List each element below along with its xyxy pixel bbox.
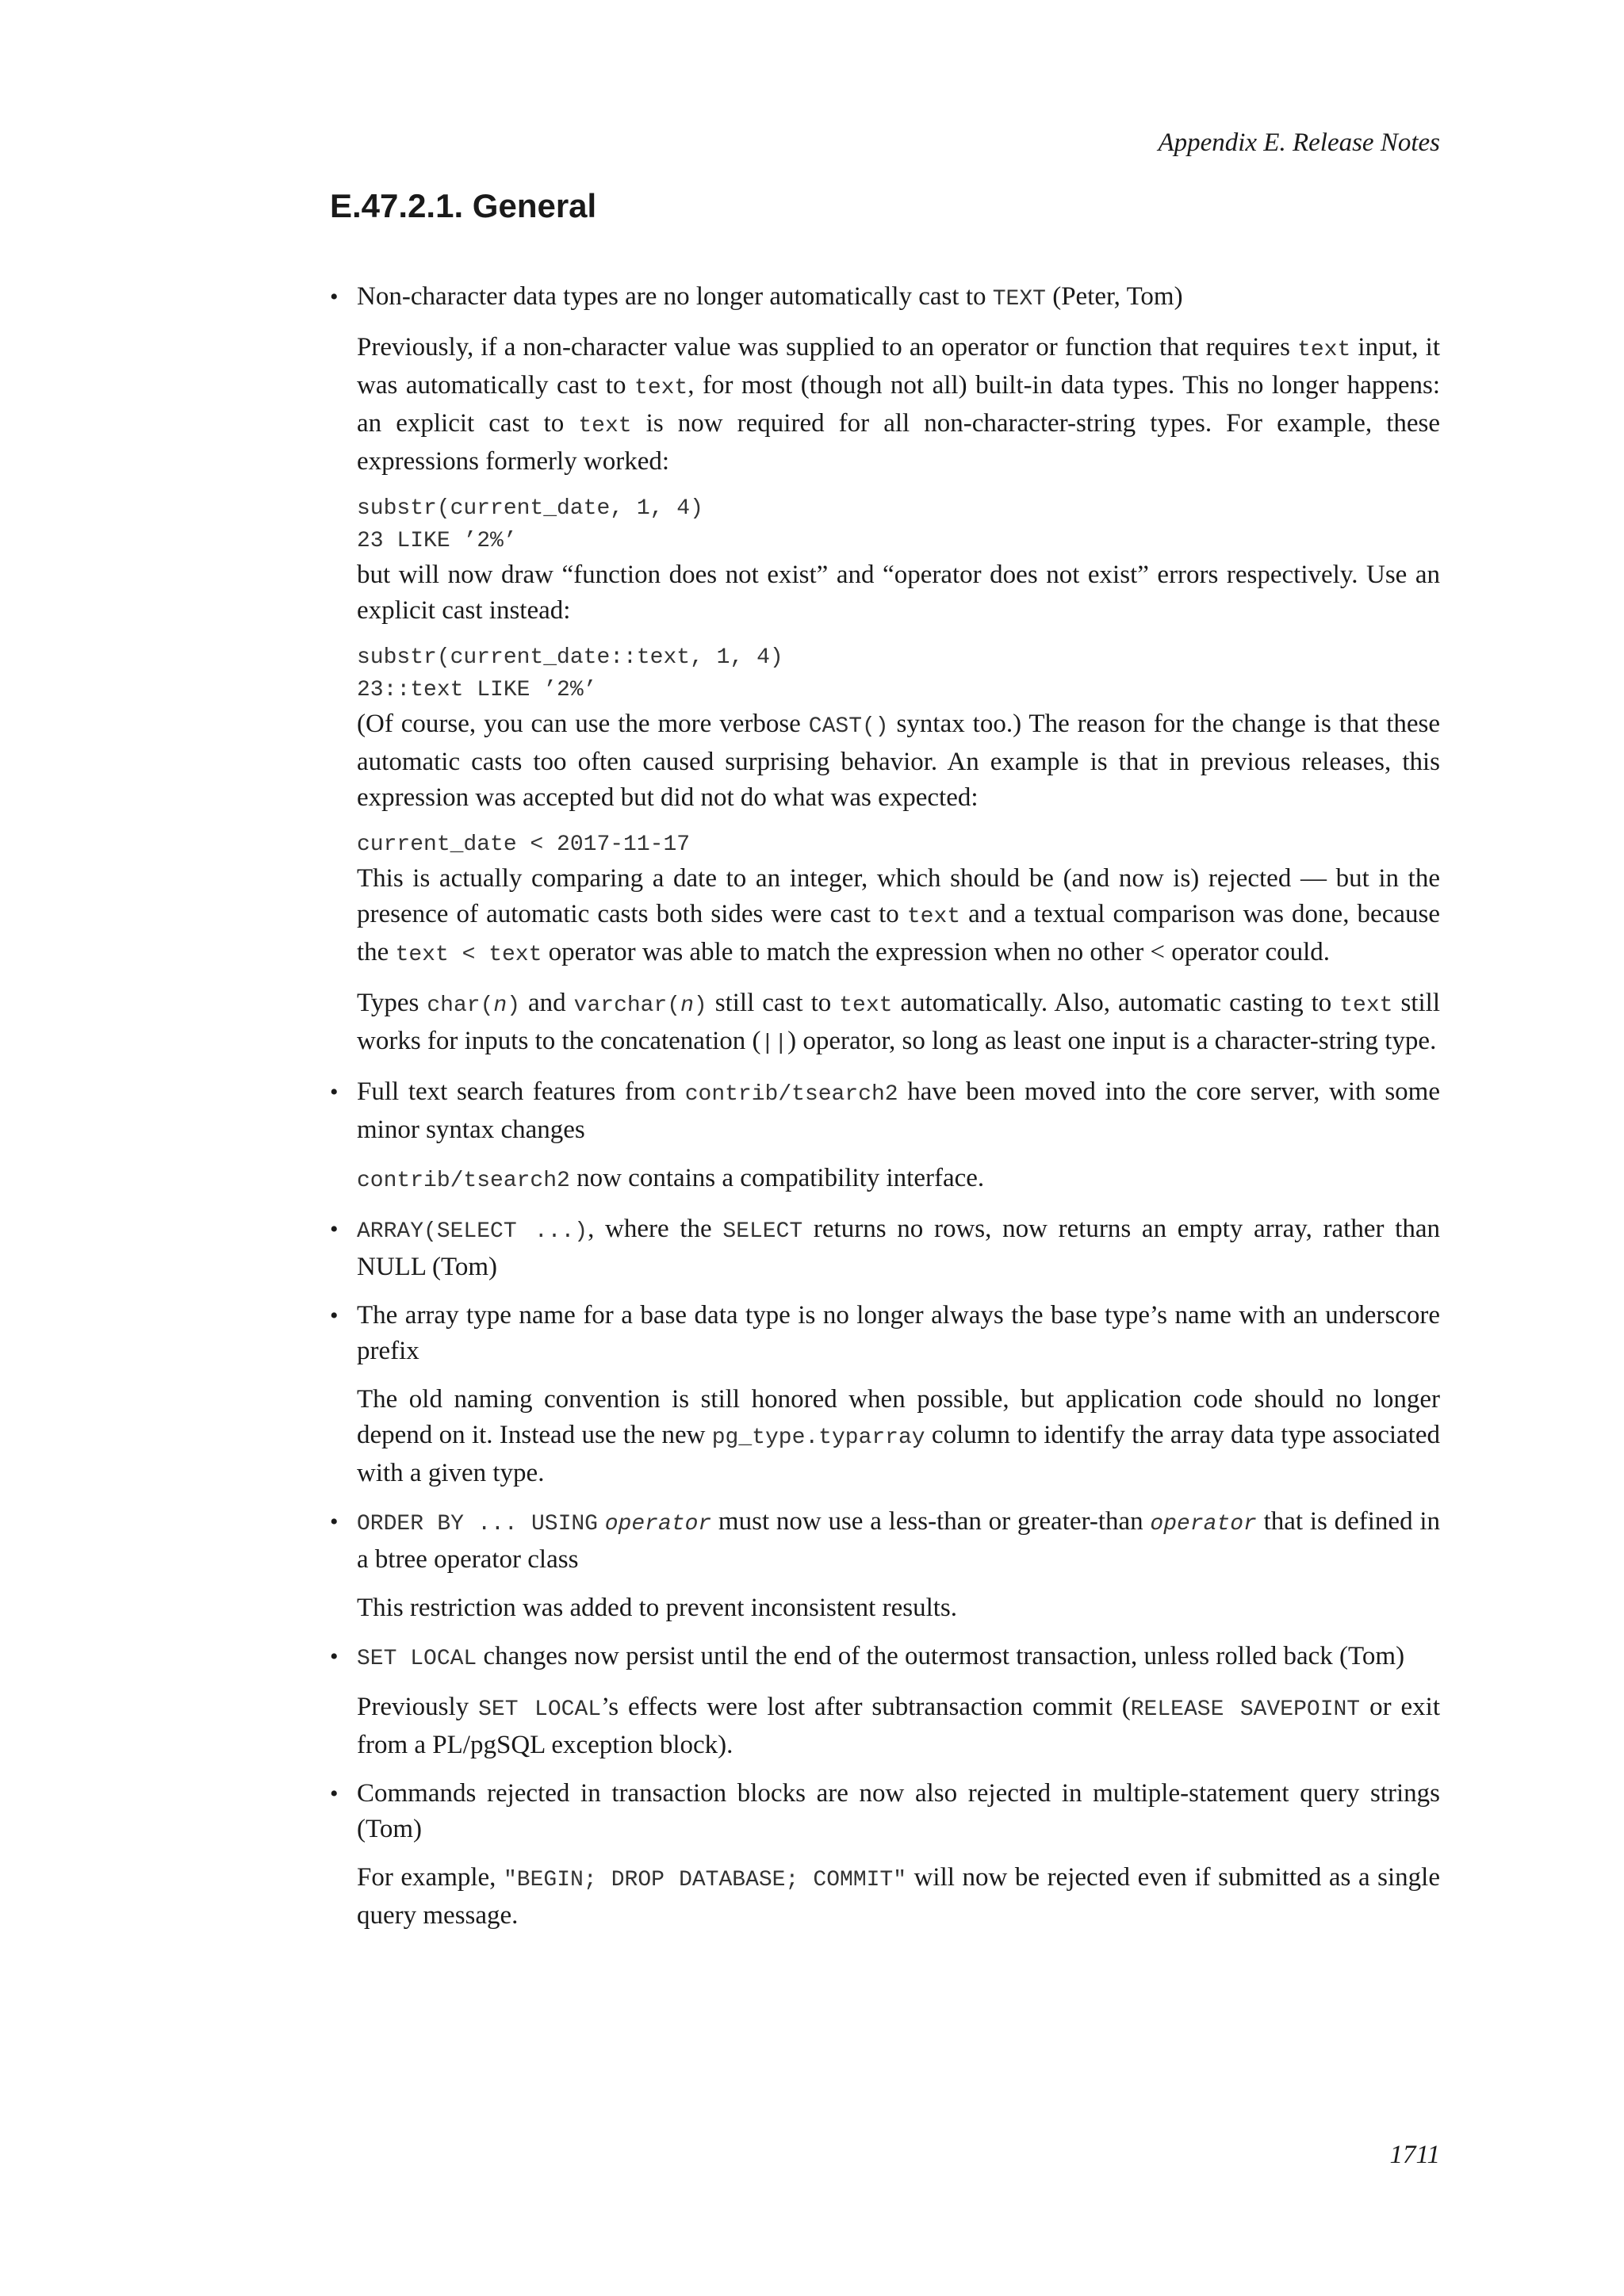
running-header: Appendix E. Release Notes (1158, 128, 1440, 157)
code-block: current_date < 2017-11-17 (357, 832, 691, 857)
bullet: • (330, 1303, 339, 1329)
paragraph: (Of course, you can use the more verbose CAST() syntax too.) The reason for the change is that these automatic casts too often caused surprising behavior. An example is that in previous releases, this expression was accepted but did not do what was expected: (357, 710, 1440, 812)
item-title: The array type name for a base data type is no longer always the base type’s name with an underscore prefix (357, 1301, 1440, 1365)
bullet: • (330, 1509, 339, 1535)
item-title: Full text search features from contrib/tsearch2 have been moved into the core server, with some minor syntax changes (357, 1077, 1440, 1144)
paragraph: Types char(n) and varchar(n) still cast to text automatically. Also, automatic casting to text still works for inputs to the concatenation (||) operator, so long as least one input is a character-string type. (357, 989, 1440, 1056)
paragraph: contrib/tsearch2 now contains a compatibility interface. (357, 1164, 985, 1193)
bullet: • (330, 1644, 339, 1670)
paragraph: Previously SET LOCAL’s effects were lost after subtransaction commit (RELEASE SAVEPOINT or exit from a PL/pgSQL exception block). (357, 1693, 1440, 1759)
bullet: • (330, 1781, 339, 1807)
section-content (330, 279, 1440, 1946)
bullet: • (330, 284, 339, 310)
code-block: substr(current_date::text, 1, 4) 23::text LIKE ’2%’ (357, 645, 783, 702)
section-title: E.47.2.1. General (330, 187, 597, 224)
list-item (330, 1211, 1440, 1285)
paragraph: This is actually comparing a date to an integer, which should be (and now is) rejected — but in the presence of automatic casts both sides were cast to text and a textual comparison was done, because the text < text operator was able to match the expression when no other < operator could. (357, 864, 1440, 967)
item-title: SET LOCAL changes now persist until the end of the outermost transaction, unless rolled back (Tom) (357, 1642, 1405, 1671)
bullet: • (330, 1216, 339, 1242)
paragraph: Previously, if a non-character value was supplied to an operator or function that requires text input, it was automatically cast to text, for most (though not all) built-in data types. This no longer happens: an explicit cast to text is now required for all non-character-string types. For example, these expressions formerly worked: (357, 333, 1440, 476)
list-item (330, 1298, 1440, 1491)
item-title: Non-character data types are no longer automatically cast to TEXT (Peter, Tom) (357, 282, 1183, 312)
list-item (330, 1639, 1440, 1763)
paragraph: For example, "BEGIN; DROP DATABASE; COMMIT" will now be rejected even if submitted as a single query message. (357, 1863, 1440, 1930)
paragraph: This restriction was added to prevent inconsistent results. (357, 1594, 958, 1622)
list-item (330, 1776, 1440, 1934)
item-title: ORDER BY ... USING operator must now use a less-than or greater-than operator that is defined in a btree operator class (357, 1507, 1440, 1574)
list-item (330, 279, 1440, 1062)
paragraph: but will now draw “function does not exist” and “operator does not exist” errors respectively. Use an explicit cast instead: (357, 561, 1440, 625)
item-title: ARRAY(SELECT ...), where the SELECT returns no rows, now returns an empty array, rather than NULL (Tom) (357, 1215, 1440, 1281)
bullet: • (330, 1079, 339, 1105)
paragraph: The old naming convention is still honored when possible, but application code should no longer depend on it. Instead use the new pg_type.typarray column to identify the array data type associated with a given type. (357, 1385, 1440, 1487)
item-title: Commands rejected in transaction blocks are now also rejected in multiple-statement query strings (Tom) (357, 1779, 1440, 1843)
code-block: substr(current_date, 1, 4) 23 LIKE ’2%’ (357, 496, 703, 553)
page-number: 1711 (1389, 2141, 1440, 2169)
list-item (330, 1074, 1440, 1199)
list-item (330, 1504, 1440, 1626)
